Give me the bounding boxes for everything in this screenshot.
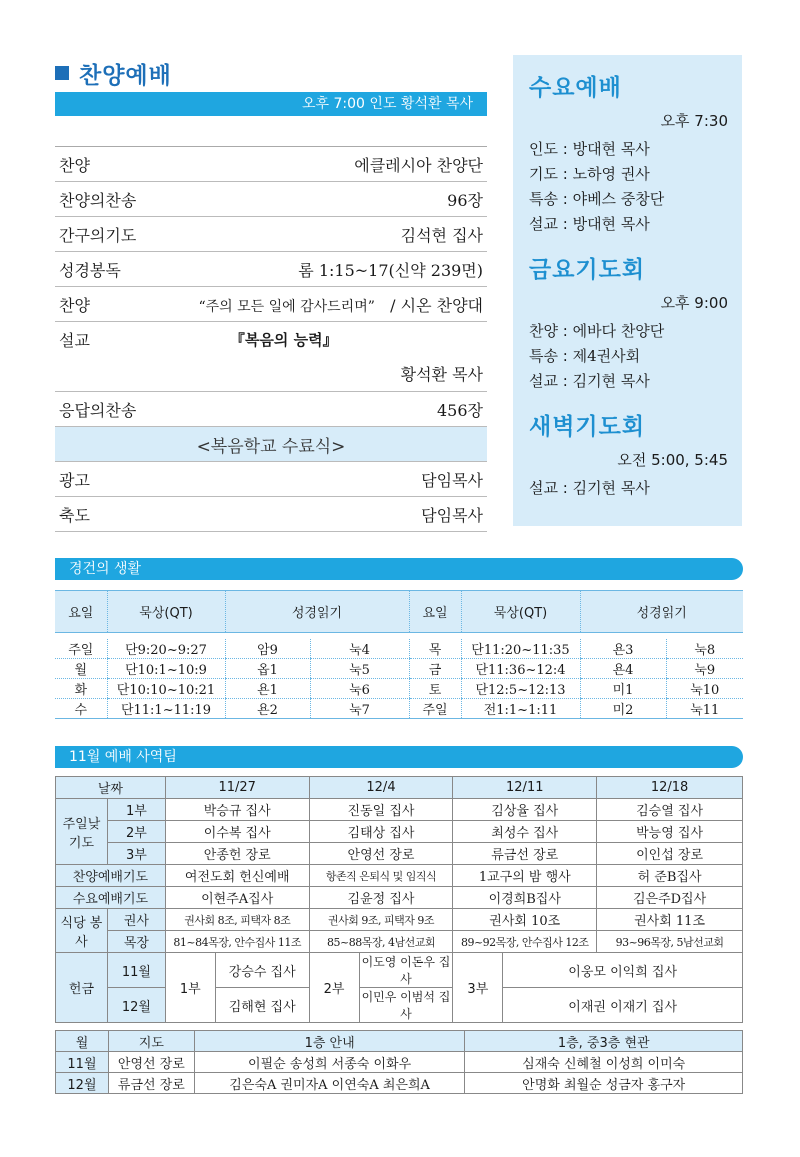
table-cell: 류금선 장로 — [108, 1073, 194, 1094]
table-cell: 김은주D집사 — [597, 887, 743, 909]
offering-part-label: 2부 — [309, 953, 359, 1023]
side-schedule-panel — [513, 55, 742, 526]
graduation-banner: <복음학교 수료식> — [55, 427, 487, 462]
table-row — [56, 843, 743, 865]
order-row-sermon — [55, 322, 487, 392]
friday-prayer-time: 오후 9:00 — [660, 294, 728, 312]
row-subheader: 12월 — [107, 988, 165, 1023]
table-cell: 이재권 이재기 집사 — [503, 988, 743, 1023]
table-cell: 여전도회 헌신예배 — [165, 865, 309, 887]
order-row — [55, 462, 487, 497]
table-cell: 김태상 집사 — [309, 821, 453, 843]
table-cell: 김은숙A 권미자A 이연숙A 최은희A — [194, 1073, 465, 1094]
row-header: 수요예배기도 — [56, 887, 166, 909]
table-cell: 눅11 — [666, 698, 743, 718]
order-label: 설교 — [59, 331, 90, 350]
guide-header-row — [56, 1031, 743, 1052]
table-cell: 박능영 집사 — [597, 821, 743, 843]
order-value: 김석현 집사 — [400, 225, 483, 245]
item-value: 김기현 목사 — [572, 479, 650, 497]
table-cell: 이도영 이돈우 집사 — [359, 953, 453, 988]
table-cell: 안종헌 장로 — [165, 843, 309, 865]
praise-service-section — [55, 58, 487, 532]
item-key: 설교 — [529, 372, 558, 390]
wednesday-item: 기도 : 노하영 권사 — [529, 165, 650, 183]
table-row — [56, 931, 743, 953]
wednesday-item: 인도 : 방대현 목사 — [529, 140, 650, 158]
table-row — [55, 658, 743, 678]
item-key: 기도 — [529, 165, 558, 183]
table-cell: 85~88목장, 4남선교회 — [309, 931, 453, 953]
table-cell: 이인섭 장로 — [597, 843, 743, 865]
table-row — [55, 639, 743, 659]
table-cell: 이현주A집사 — [165, 887, 309, 909]
row-subheader: 권사 — [107, 909, 165, 931]
table-row — [55, 678, 743, 698]
friday-prayer-title: 금요기도회 — [529, 257, 646, 283]
table-cell: 미2 — [580, 698, 666, 718]
table-row — [56, 909, 743, 931]
item-key: 특송 — [529, 347, 558, 365]
table-cell: 암9 — [225, 639, 310, 659]
table-cell: 수 — [55, 698, 107, 718]
item-value: 에바다 찬양단 — [572, 322, 665, 340]
column-header: 1층 안내 — [194, 1031, 465, 1052]
table-cell: 욘4 — [580, 658, 666, 678]
column-header: 1층, 중3층 현관 — [465, 1031, 743, 1052]
row-header: 식당 봉사 — [56, 909, 108, 953]
item-value: 야베스 중창단 — [572, 190, 665, 208]
friday-item: 특송 : 제4권사회 — [529, 347, 641, 365]
table-row — [56, 1073, 743, 1094]
date-header-row — [56, 777, 743, 799]
table-cell: 옵1 — [225, 658, 310, 678]
wednesday-item: 설교 : 방대현 목사 — [529, 215, 650, 233]
table-cell: 단12:5~12:13 — [461, 678, 580, 698]
table-row — [55, 698, 743, 718]
order-label: 축도 — [59, 505, 90, 525]
table-cell: 전1:1~1:11 — [461, 698, 580, 718]
table-cell: 화 — [55, 678, 107, 698]
dawn-item: 설교 : 김기현 목사 — [529, 479, 650, 497]
friday-item: 찬양 : 에바다 찬양단 — [529, 322, 665, 340]
item-key: 특송 — [529, 190, 558, 208]
column-header: 12/11 — [453, 777, 597, 799]
order-label: 찬양의찬송 — [59, 190, 137, 210]
column-header: 월 — [56, 1031, 109, 1052]
table-cell: 이민우 이범석 집사 — [359, 988, 453, 1023]
item-value: 김기현 목사 — [572, 372, 650, 390]
column-header: 요일 — [55, 591, 107, 633]
row-header: 주일낮 기도 — [56, 799, 108, 865]
table-cell: 욘3 — [580, 639, 666, 659]
table-cell: 눅5 — [310, 658, 409, 678]
devotion-table — [55, 590, 743, 719]
table-cell: 금 — [409, 658, 461, 678]
table-cell: 눅4 — [310, 639, 409, 659]
square-bullet-icon — [55, 66, 69, 80]
table-cell: 류금선 장로 — [453, 843, 597, 865]
table-cell: 안명화 최월순 성금자 홍구자 — [465, 1073, 743, 1094]
table-cell: 욘2 — [225, 698, 310, 718]
table-cell: 김해현 집사 — [215, 988, 309, 1023]
row-header: 헌금 — [56, 953, 108, 1023]
table-cell: 눅10 — [666, 678, 743, 698]
order-value: 에클레시아 찬양단 — [354, 155, 483, 175]
table-cell: 토 — [409, 678, 461, 698]
order-label: 성경봉독 — [59, 260, 121, 280]
table-cell: 권사회 8조, 피택자 8조 — [165, 909, 309, 931]
table-row — [56, 865, 743, 887]
item-key: 설교 — [529, 215, 558, 233]
order-label: 찬양 — [59, 155, 90, 175]
order-label: 광고 — [59, 470, 90, 490]
sermon-title: 『복음의 능력』 — [229, 331, 338, 349]
usher-guide-table — [55, 1030, 743, 1094]
table-cell: 1교구의 밤 행사 — [453, 865, 597, 887]
table-cell: 눅9 — [666, 658, 743, 678]
table-cell: 단11:20~11:35 — [461, 639, 580, 659]
order-row — [55, 217, 487, 252]
table-cell: 11월 — [56, 1052, 109, 1073]
table-cell: 이경희B집사 — [453, 887, 597, 909]
table-cell: 눅8 — [666, 639, 743, 659]
table-row — [56, 988, 743, 1023]
row-subheader: 3부 — [107, 843, 165, 865]
wednesday-service-time: 오후 7:30 — [660, 112, 728, 130]
ministry-team-table — [55, 776, 743, 1023]
table-cell: 주일 — [55, 639, 107, 659]
table-cell: 최성수 집사 — [453, 821, 597, 843]
table-cell: 단9:20~9:27 — [107, 639, 225, 659]
offering-part-label: 3부 — [453, 953, 503, 1023]
row-subheader: 11월 — [107, 953, 165, 988]
table-cell: 눅6 — [310, 678, 409, 698]
table-cell: 단11:36~12:4 — [461, 658, 580, 678]
devotion-header-row — [55, 591, 743, 633]
table-cell: 주일 — [409, 698, 461, 718]
row-subheader: 목장 — [107, 931, 165, 953]
item-key: 설교 — [529, 479, 558, 497]
table-cell: 12월 — [56, 1073, 109, 1094]
order-row — [55, 182, 487, 217]
order-label: 찬양 — [59, 295, 90, 315]
table-cell: 김윤정 집사 — [309, 887, 453, 909]
table-cell: 허 준B집사 — [597, 865, 743, 887]
row-header: 찬양예배기도 — [56, 865, 166, 887]
order-value: 456장 — [437, 400, 483, 420]
order-row — [55, 497, 487, 532]
table-cell: 강승수 집사 — [215, 953, 309, 988]
table-cell: 목 — [409, 639, 461, 659]
item-key: 인도 — [529, 140, 558, 158]
table-row — [56, 953, 743, 988]
ministry-team-section-header: 11월 예배 사역팀 — [55, 746, 743, 768]
hymn-title: “주의 모든 일에 감사드리며” — [198, 298, 375, 315]
praise-service-header — [55, 58, 487, 88]
devotion-section-header: 경건의 생활 — [55, 558, 743, 580]
order-value: 롬 1:15~17(신약 239면) — [298, 260, 483, 280]
column-header: 성경읽기 — [225, 591, 409, 633]
wednesday-service-title: 수요예배 — [529, 75, 622, 101]
table-row — [56, 887, 743, 909]
table-cell: 박승규 집사 — [165, 799, 309, 821]
wednesday-item: 특송 : 야베스 중창단 — [529, 190, 665, 208]
service-order — [55, 146, 487, 532]
row-subheader: 2부 — [107, 821, 165, 843]
column-header: 11/27 — [165, 777, 309, 799]
praise-service-title: 찬양예배 — [79, 62, 172, 89]
item-value: 방대현 목사 — [572, 215, 650, 233]
offering-part-label: 1부 — [165, 953, 215, 1023]
item-key: 찬양 — [529, 322, 558, 340]
table-cell: 이필순 송성희 서종숙 이화우 — [194, 1052, 465, 1073]
table-cell: 김상율 집사 — [453, 799, 597, 821]
table-cell: 심재숙 신혜철 이성희 이미숙 — [465, 1052, 743, 1073]
column-header: 성경읽기 — [580, 591, 743, 633]
table-cell: 권사회 10조 — [453, 909, 597, 931]
dawn-prayer-title: 새벽기도회 — [529, 414, 646, 440]
table-cell: 눅7 — [310, 698, 409, 718]
item-value: 노하영 권사 — [572, 165, 650, 183]
table-cell: 단10:10~10:21 — [107, 678, 225, 698]
dawn-prayer-time: 오전 5:00, 5:45 — [617, 451, 728, 469]
preacher-name: 황석환 목사 — [400, 365, 483, 384]
order-row — [55, 252, 487, 287]
table-cell: 미1 — [580, 678, 666, 698]
column-header: 날짜 — [56, 777, 166, 799]
table-cell: 김승열 집사 — [597, 799, 743, 821]
order-value: 담임목사 — [421, 470, 483, 490]
table-row — [56, 1052, 743, 1073]
order-value: 96장 — [447, 190, 483, 210]
praise-service-subheader: 오후 7:00 인도 황석환 목사 — [55, 92, 487, 116]
table-cell: 진동일 집사 — [309, 799, 453, 821]
table-cell: 안영선 장로 — [108, 1052, 194, 1073]
table-cell: 89~92목장, 안수집사 12조 — [453, 931, 597, 953]
table-row — [56, 799, 743, 821]
order-row — [55, 392, 487, 427]
friday-item: 설교 : 김기현 목사 — [529, 372, 650, 390]
order-row — [55, 287, 487, 322]
column-header: 지도 — [108, 1031, 194, 1052]
table-cell: 권사회 9조, 피택자 9조 — [309, 909, 453, 931]
order-value: / 시온 찬양대 — [390, 295, 483, 315]
item-value: 제4권사회 — [572, 347, 641, 365]
row-subheader: 1부 — [107, 799, 165, 821]
table-row — [56, 821, 743, 843]
column-header: 12/4 — [309, 777, 453, 799]
order-label: 응답의찬송 — [59, 400, 137, 420]
table-cell: 93~96목장, 5남선교회 — [597, 931, 743, 953]
table-cell: 이웅모 이익희 집사 — [503, 953, 743, 988]
order-value: 담임목사 — [421, 505, 483, 525]
table-cell: 안영선 장로 — [309, 843, 453, 865]
column-header: 묵상(QT) — [107, 591, 225, 633]
table-cell: 단11:1~11:19 — [107, 698, 225, 718]
table-cell: 단10:1~10:9 — [107, 658, 225, 678]
column-header: 묵상(QT) — [461, 591, 580, 633]
table-cell: 월 — [55, 658, 107, 678]
column-header: 12/18 — [597, 777, 743, 799]
table-cell: 욘1 — [225, 678, 310, 698]
table-cell: 81~84목장, 안수집사 11조 — [165, 931, 309, 953]
order-row — [55, 147, 487, 182]
column-header: 요일 — [409, 591, 461, 633]
item-value: 방대현 목사 — [572, 140, 650, 158]
table-cell: 이수복 집사 — [165, 821, 309, 843]
table-cell: 권사회 11조 — [597, 909, 743, 931]
order-label: 간구의기도 — [59, 225, 137, 245]
table-cell: 항존직 은퇴식 및 임직식 — [309, 865, 453, 887]
